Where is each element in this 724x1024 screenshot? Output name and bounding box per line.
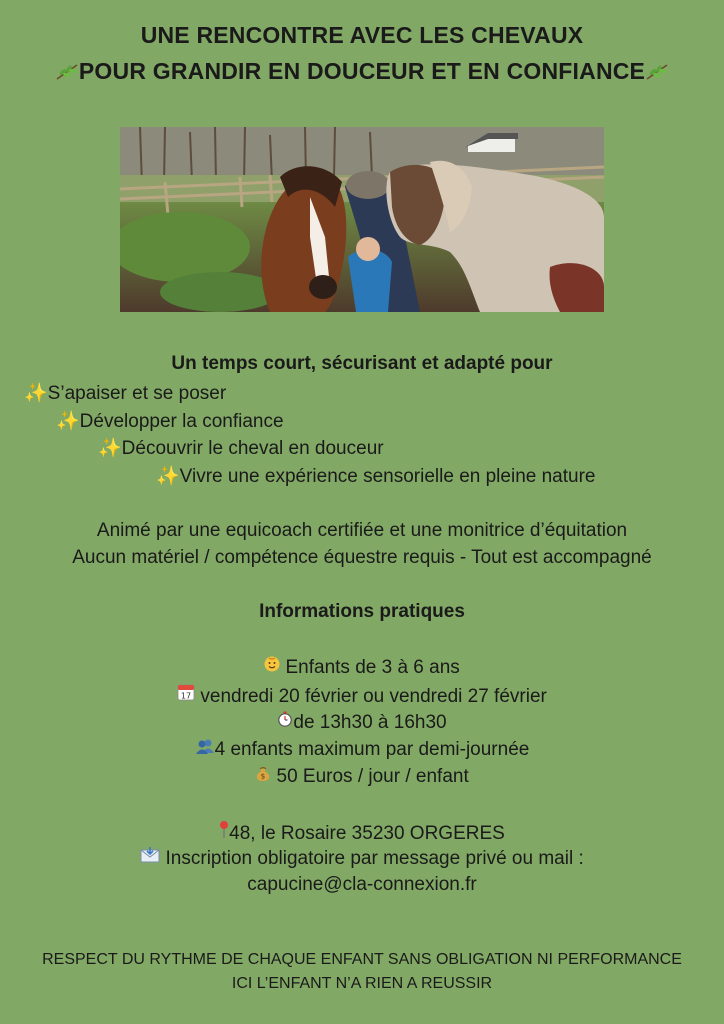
pin-icon: [219, 820, 229, 843]
svg-text:$: $: [261, 772, 266, 781]
title-line-1: UNE RENCONTRE AVEC LES CHEVAUX: [140, 22, 584, 48]
capacity-text: 4 enfants maximum par demi-journée: [214, 739, 530, 760]
hours-text: de 13h30 à 16h30: [293, 712, 447, 733]
footer-line-1: RESPECT DU RYTHME DE CHAQUE ENFANT SANS OBLIGATION NI PERFORMANCE: [42, 951, 682, 968]
list-item: [24, 381, 226, 405]
description-line-2: Aucun matériel / compétence équestre requis - Tout est accompagné: [72, 547, 652, 568]
list-item-text: Développer la confiance: [79, 411, 284, 432]
dates-text: vendredi 20 février ou vendredi 27 février: [200, 686, 547, 707]
list-item-text: Vivre une expérience sensorielle en pleine nature: [179, 466, 596, 487]
money-bag-icon: [255, 765, 271, 786]
list-item: [56, 409, 284, 433]
dates-info: [0, 683, 724, 708]
sparkles-icon: ✨: [98, 438, 122, 459]
email-text[interactable]: capucine@cla-connexion.fr: [247, 874, 477, 895]
envelope-icon: [140, 847, 160, 868]
list-item: [98, 436, 384, 460]
calendar-icon: [177, 683, 195, 706]
horses-photo: [120, 127, 604, 312]
capacity-info: [0, 738, 724, 761]
age-text: Enfants de 3 à 6 ans: [285, 657, 460, 678]
price-info: [0, 765, 724, 788]
calendar-icon-text: 17: [181, 691, 192, 701]
people-icon: [195, 738, 215, 759]
list-item-text: S’apaiser et se poser: [47, 383, 227, 404]
stopwatch-icon: [277, 711, 293, 732]
list-item: [156, 464, 595, 488]
registration-text: Inscription obligatoire par message privé ou mail :: [165, 848, 584, 869]
title-line-2: [0, 58, 724, 85]
intro-heading: Un temps court, sécurisant et adapté pour: [171, 353, 553, 374]
address-info: [0, 820, 724, 845]
leaf-icon: [55, 60, 79, 78]
title-line-2-text: POUR GRANDIR EN DOUCEUR ET EN CONFIANCE: [78, 58, 646, 84]
list-item-text: Découvrir le cheval en douceur: [121, 438, 384, 459]
price-text: 50 Euros / jour / enfant: [276, 766, 469, 787]
address-text: 48, le Rosaire 35230 ORGERES: [229, 823, 505, 844]
description-line-1: Animé par une equicoach certifiée et une monitrice d’équitation: [96, 520, 628, 541]
child-face-icon: [264, 656, 280, 677]
sparkles-icon: ✨: [56, 411, 80, 432]
leaf-icon: [645, 60, 669, 78]
sparkles-icon: ✨: [24, 383, 48, 404]
hours-info: [0, 711, 724, 734]
registration-info: [0, 847, 724, 870]
footer-line-2: ICI L’ENFANT N’A RIEN A REUSSIR: [231, 975, 493, 992]
age-info: [0, 656, 724, 679]
practical-heading: Informations pratiques: [259, 601, 465, 622]
sparkles-icon: ✨: [156, 466, 180, 487]
